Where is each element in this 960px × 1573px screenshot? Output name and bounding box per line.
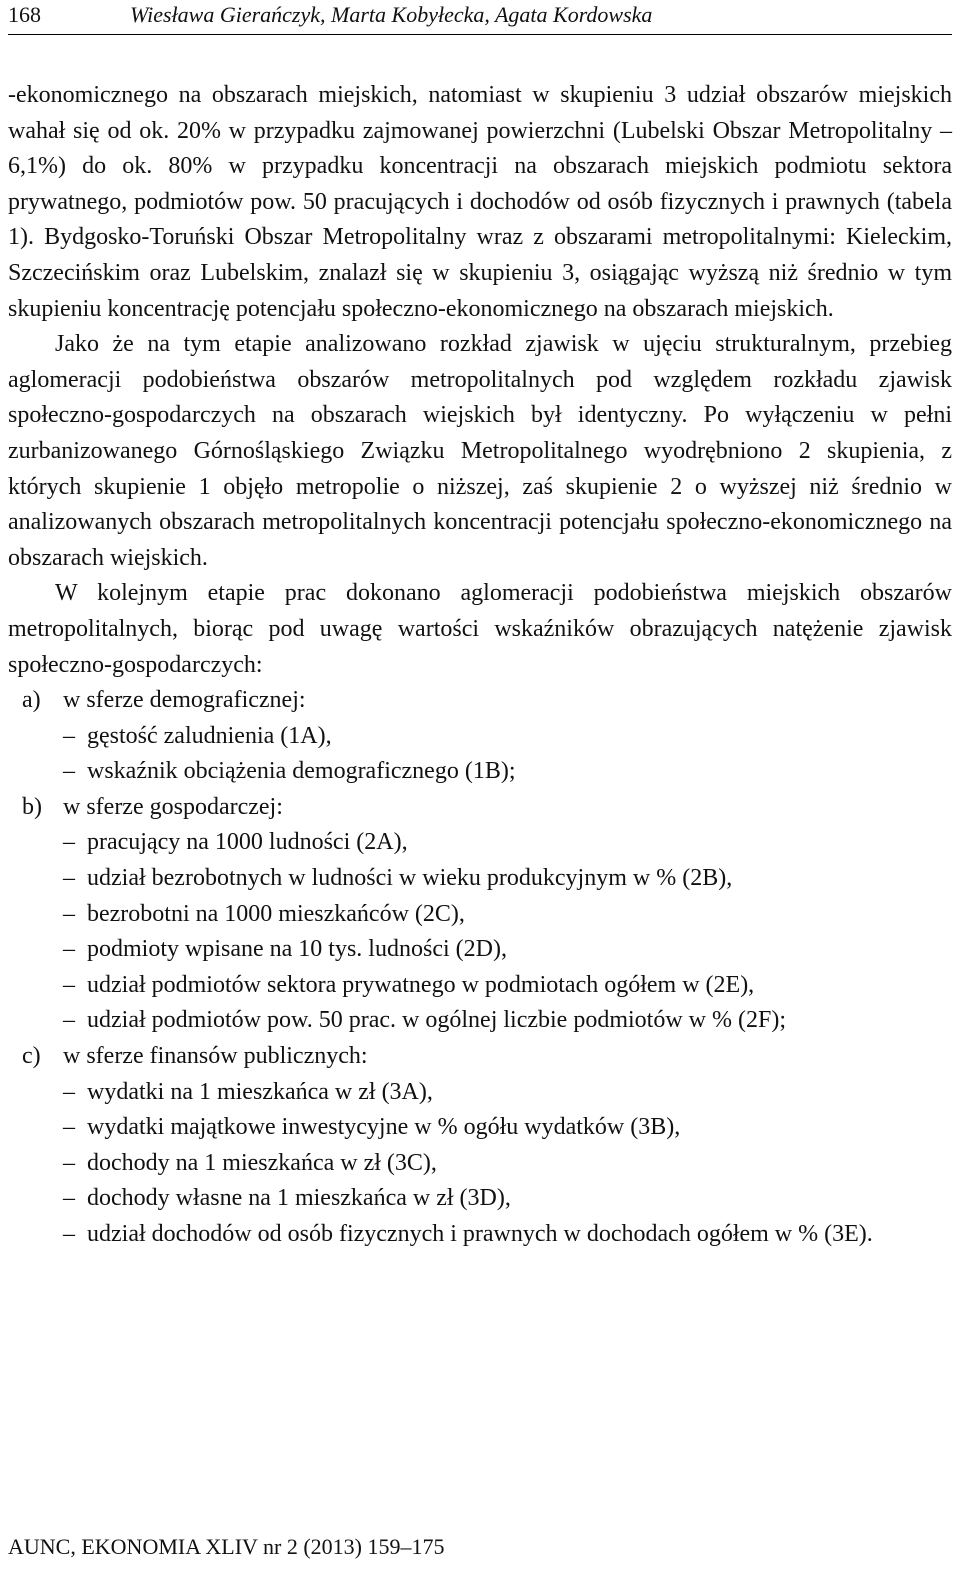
list-item (63, 897, 952, 933)
dash-bullet: – (63, 1078, 75, 1105)
list-marker: b) (22, 793, 42, 820)
list-item (63, 1146, 952, 1182)
dash-bullet: – (63, 936, 75, 963)
list-item (63, 968, 952, 1004)
list-item (63, 1003, 952, 1039)
dash-bullet: – (63, 1185, 75, 1212)
page-number: 168 (8, 2, 41, 27)
dash-bullet: – (63, 865, 75, 892)
indicator-text: gęstość zaludnienia (1A), (87, 722, 332, 749)
paragraph-continuation: -ekonomicznego na obszarach miejskich, natomiast w skupieniu 3 udział obszarów miejskich wahał się od ok. 20% w przypadku zajmowanej powierzchni (Lubelski Obszar Metropolitalny – 6,1%) do ok. 80% w przypadku koncentracji na obszarach miejskich podmiotu sektora prywatnego, podmiotów pow. 50 pracujących i dochodów od osób fizycznych i prawnych (tabela 1). Bydgosko-Toruński Obszar Metropolitalny wraz z obszarami metropolitalnymi: Kieleckim, Szczecińskim oraz Lubelskim, znalazł się w skupieniu 3, osiągając wyższą niż średnio w tym skupieniu koncentrację potencjału społeczno-ekonomicznego na obszarach miejskich. (8, 82, 952, 322)
indicator-text: wydatki na 1 mieszkańca w zł (3A), (87, 1078, 433, 1105)
paragraph: Jako że na tym etapie analizowano rozkład zjawisk w ujęciu strukturalnym, przebieg aglomeracji podobieństwa obszarów metropolitalnych pod względem rozkładu zjawisk społeczno-gospodarczych na obszarach wiejskich był identyczny. Po wyłączeniu w pełni zurbanizowanego Górnośląskiego Związku Metropolitalnego wyodrębniono 2 skupienia, z których skupienie 1 objęło metropolie o niższej, zaś skupienie 2 o wyższej niż średnio w analizowanych obszarach metropolitalnych koncentracji potencjału społeczno-ekonomicznego na obszarach wiejskich. (8, 331, 952, 571)
indicator-list (63, 825, 952, 1039)
category-public-finance (8, 1039, 952, 1253)
indicator-text: dochody własne na 1 mieszkańca w zł (3D), (87, 1185, 511, 1212)
dash-bullet: – (63, 722, 75, 749)
category-demographic (8, 683, 952, 790)
indicator-text: podmioty wpisane na 10 tys. ludności (2D), (87, 936, 507, 963)
dash-bullet: – (63, 1007, 75, 1034)
indicator-text: udział bezrobotnych w ludności w wieku produkcyjnym w % (2B), (87, 865, 733, 892)
body-text (8, 78, 952, 1253)
dash-bullet: – (63, 1149, 75, 1176)
dash-bullet: – (63, 1221, 75, 1247)
indicator-text: wskaźnik obciążenia demograficznego (1B); (87, 758, 516, 785)
category-label: w sferze gospodarczej: (63, 793, 283, 820)
category-economic (8, 790, 952, 1039)
list-item (63, 1110, 952, 1146)
dash-bullet: – (63, 900, 75, 927)
dash-bullet: – (63, 758, 75, 785)
dash-bullet: – (63, 971, 75, 998)
indicator-list (63, 719, 952, 790)
indicator-text: pracujący na 1000 ludności (2A), (87, 829, 408, 856)
list-item (63, 754, 952, 790)
dash-bullet: – (63, 1114, 75, 1141)
indicator-text: udział podmiotów sektora prywatnego w podmiotach ogółem w (2E), (87, 971, 755, 998)
list-item (63, 825, 952, 861)
indicator-list (63, 1075, 952, 1253)
list-item (63, 932, 952, 968)
list-item (63, 719, 952, 755)
list-item (63, 1217, 952, 1253)
list-item (63, 1075, 952, 1111)
indicator-text: bezrobotni na 1000 mieszkańców (2C), (87, 900, 465, 927)
list-marker: c) (22, 1043, 41, 1070)
indicator-text: wydatki majątkowe inwestycyjne w % ogółu wydatków (3B), (87, 1114, 681, 1141)
dash-bullet: – (63, 829, 75, 856)
indicator-text: dochody na 1 mieszkańca w zł (3C), (87, 1149, 437, 1176)
indicator-categories-list (8, 683, 952, 1253)
list-item (63, 861, 952, 897)
page-header (8, 0, 952, 35)
indicator-text: udział dochodów od osób fizycznych i prawnych w dochodach ogółem w % (3E). (87, 1221, 873, 1247)
running-head-authors: Wiesława Gierańczyk, Marta Kobyłecka, Agata Kordowska (130, 2, 653, 27)
list-item (63, 1181, 952, 1217)
journal-citation-footer: AUNC, EKONOMIA XLIV nr 2 (2013) 159–175 (8, 1534, 445, 1559)
paragraph: W kolejnym etapie prac dokonano aglomeracji podobieństwa miejskich obszarów metropolitalnych, biorąc pod uwagę wartości wskaźników obrazujących natężenie zjawisk społeczno-gospodarczych: (8, 580, 952, 678)
indicator-text: udział podmiotów pow. 50 prac. w ogólnej liczbie podmiotów w % (2F); (87, 1007, 786, 1034)
list-marker: a) (22, 687, 41, 714)
category-label: w sferze demograficznej: (63, 687, 306, 714)
category-label: w sferze finansów publicznych: (63, 1043, 368, 1070)
